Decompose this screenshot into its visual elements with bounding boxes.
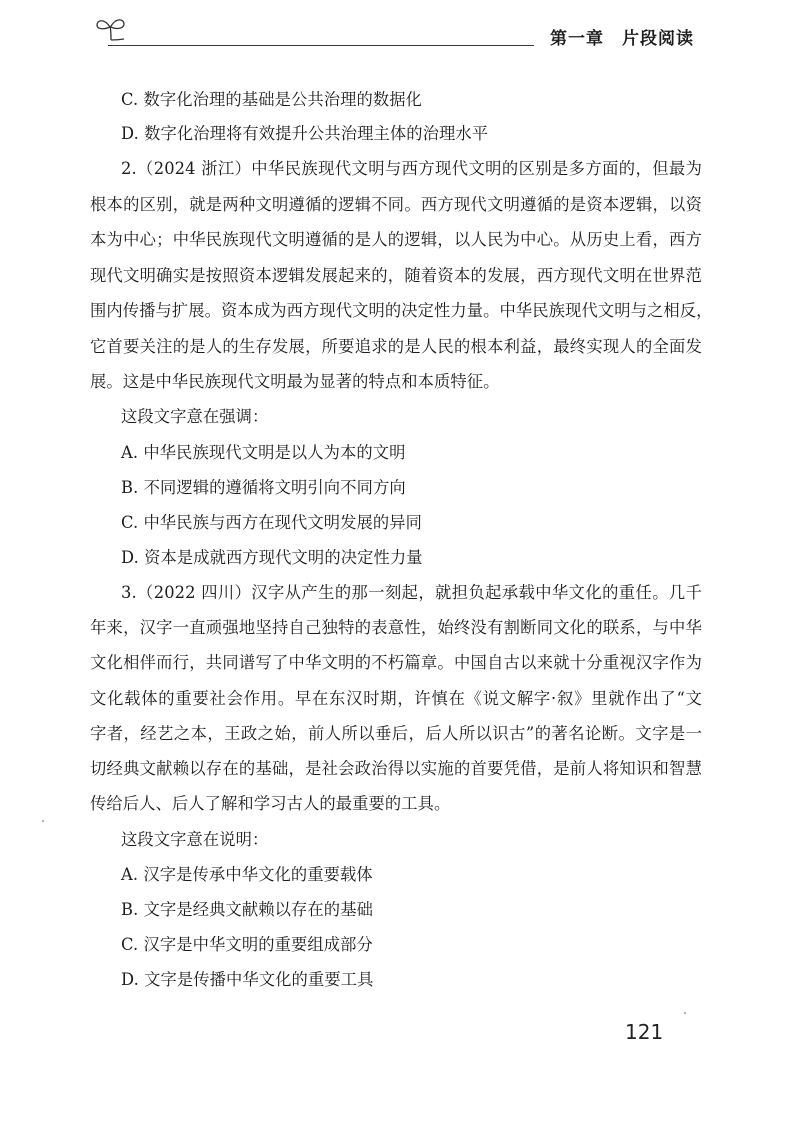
- q2-passage-line: 2.（2024 浙江）中华民族现代文明与西方现代文明的区别是多方面的，但最为: [121, 159, 702, 178]
- q2-passage-line: 现代文明确实是按照资本逻辑发展起来的，随着资本的发展，西方现代文明在世界范: [90, 266, 702, 285]
- q2-prompt: 这段文字意在强调：: [121, 407, 269, 426]
- q3-passage-line: 字者，经艺之本，王政之始，前人所以垂后，后人所以识古”的著名论断。文字是一: [90, 724, 702, 743]
- scan-speck: [42, 820, 44, 822]
- q1-option-c: C. 数字化治理的基础是公共治理的数据化: [121, 90, 423, 109]
- q2-passage-line: 本为中心；中华民族现代文明遵循的是人的逻辑，以人民为中心。从历史上看，西方: [90, 230, 702, 249]
- q1-option-d: D. 数字化治理将有效提升公共治理主体的治理水平: [121, 124, 489, 143]
- q3-option-d: D. 文字是传播中华文化的重要工具: [121, 970, 374, 989]
- section-label: 片段阅读: [622, 29, 694, 49]
- q3-option-b: B. 文字是经典文献赖以存在的基础: [121, 900, 373, 919]
- chapter-label: 第一章: [550, 29, 604, 49]
- q3-passage-line: 年来，汉字一直顽强地坚持自己独特的表意性，始终没有割断同文化的联系，与中华: [90, 618, 702, 637]
- q2-passage-line: 展。这是中华民族现代文明最为显著的特点和本质特征。: [90, 372, 500, 391]
- running-header: [92, 10, 704, 50]
- q2-option-d: D. 资本是成就西方现代文明的决定性力量: [121, 548, 423, 567]
- q2-option-c: C. 中华民族与西方在现代文明发展的异同: [121, 513, 423, 532]
- q2-passage-line: 它首要关注的是人的生存发展，所要追求的是人民的根本利益，最终实现人的全面发: [90, 337, 702, 356]
- chapter-title: [550, 24, 694, 49]
- q2-option-a: A. 中华民族现代文明是以人为本的文明: [121, 443, 406, 462]
- sprout-icon: [94, 14, 128, 44]
- header-rule: [108, 45, 534, 46]
- q3-prompt: 这段文字意在说明：: [121, 830, 269, 849]
- q2-passage-line: 根本的区别，就是两种文明遵循的逻辑不同。西方现代文明遵循的是资本逻辑，以资: [90, 195, 702, 214]
- q2-passage-line: 围内传播与扩展。资本成为西方现代文明的决定性力量。中华民族现代文明与之相反，: [90, 301, 713, 320]
- q3-option-a: A. 汉字是传承中华文化的重要载体: [121, 865, 373, 884]
- page-number: 121: [625, 1020, 664, 1044]
- q3-option-c: C. 汉字是中华文明的重要组成部分: [121, 935, 373, 954]
- q3-passage-line: 3.（2022 四川）汉字从产生的那一刻起，就担负起承载中华文化的重任。几千: [121, 583, 702, 602]
- q3-passage-line: 切经典文献赖以存在的基础，是社会政治得以实施的首要凭借，是前人将知识和智慧: [90, 759, 702, 778]
- q3-passage-line: 文化载体的重要社会作用。早在东汉时期，许慎在《说文解字·叙》里就作出了“文: [90, 689, 702, 708]
- q2-option-b: B. 不同逻辑的遵循将文明引向不同方向: [121, 478, 406, 497]
- scan-speck: [684, 1012, 686, 1014]
- q3-passage-line: 传给后人、后人了解和学习古人的最重要的工具。: [90, 794, 451, 813]
- q3-passage-line: 文化相伴而行，共同谱写了中华文明的不朽篇章。中国自古以来就十分重视汉字作为: [90, 653, 702, 672]
